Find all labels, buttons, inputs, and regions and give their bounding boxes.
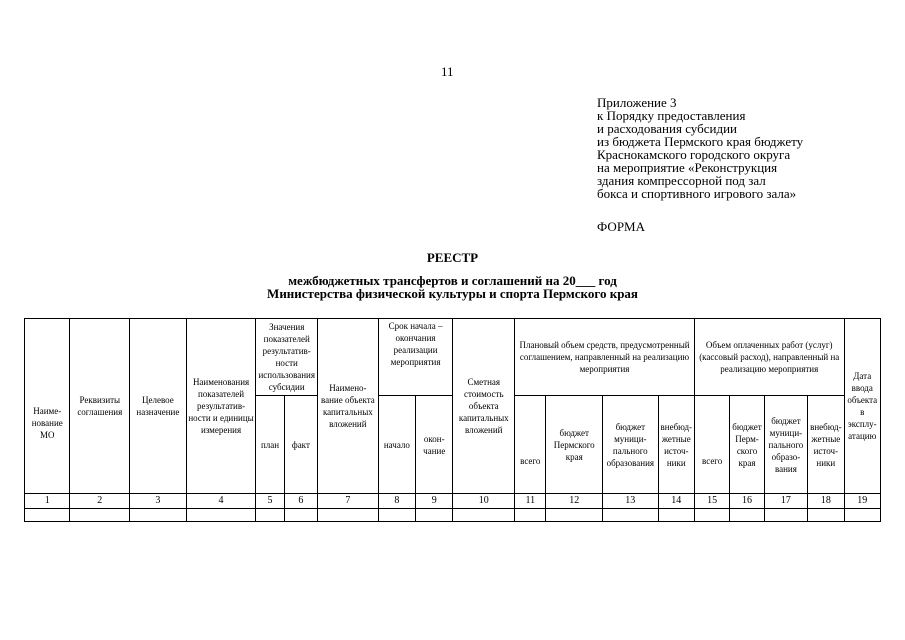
column-number: 1 xyxy=(25,494,70,509)
header-estimated-cost: Сметная стоимость объекта капитальных вложений xyxy=(453,319,515,494)
empty-cell xyxy=(25,509,70,522)
empty-cell xyxy=(70,509,130,522)
header-commission-date: Дата ввода объекта в эксплу-атацию xyxy=(844,319,880,494)
empty-cell xyxy=(546,509,603,522)
empty-cell xyxy=(808,509,844,522)
appendix-line: и расходования субсидии xyxy=(597,121,737,136)
column-number: 2 xyxy=(70,494,130,509)
page-number: 11 xyxy=(441,64,454,79)
header-extrabudget-paid: внебюд-жетные источ-ники xyxy=(808,396,844,494)
document-title: РЕЕСТР xyxy=(426,250,479,265)
header-purpose: Целевое назначение xyxy=(130,319,187,494)
title-block xyxy=(0,251,905,300)
header-indicator-values: Значения показателей результатив-ности использования субсидии xyxy=(256,319,318,396)
header-mo-name: Наиме-нование МО xyxy=(25,319,70,494)
empty-cell xyxy=(694,509,729,522)
header-indicator-names: Наименования показателей результатив-ности и единицы измерения xyxy=(186,319,256,494)
header-fact: факт xyxy=(284,396,317,494)
appendix-line: здания компрессорной под зал xyxy=(597,173,766,188)
column-number: 19 xyxy=(844,494,880,509)
empty-cell xyxy=(186,509,256,522)
empty-cell xyxy=(130,509,187,522)
appendix-line: из бюджета Пермского края бюджету xyxy=(597,134,804,149)
empty-cell xyxy=(453,509,515,522)
header-municipal-budget-paid: бюджет муници-пального образо-вания xyxy=(764,396,807,494)
header-municipal-budget-planned: бюджет муници-пального образования xyxy=(603,396,659,494)
empty-cell xyxy=(603,509,659,522)
empty-cell xyxy=(730,509,764,522)
column-number: 3 xyxy=(130,494,187,509)
document-subtitle: межбюджетных трансфертов и соглашений на 20___ год xyxy=(288,273,617,288)
column-number: 14 xyxy=(658,494,694,509)
empty-cell xyxy=(658,509,694,522)
column-number: 17 xyxy=(764,494,807,509)
header-end: окон-чание xyxy=(416,396,453,494)
form-label: ФОРМА xyxy=(597,219,645,234)
appendix-line: на мероприятие «Реконструкция xyxy=(597,160,778,175)
appendix-line: к Порядку предоставления xyxy=(597,108,746,123)
column-number: 13 xyxy=(603,494,659,509)
column-number: 16 xyxy=(730,494,764,509)
header-agreement-details: Реквизиты соглашения xyxy=(70,319,130,494)
column-number: 9 xyxy=(416,494,453,509)
empty-cell xyxy=(416,509,453,522)
appendix-line: Приложение 3 xyxy=(597,95,677,110)
header-plan: план xyxy=(256,396,284,494)
column-number: 6 xyxy=(284,494,317,509)
column-number: 18 xyxy=(808,494,844,509)
table-row xyxy=(25,509,881,522)
registry-table xyxy=(24,318,881,522)
header-total-planned: всего xyxy=(515,396,546,494)
column-number: 12 xyxy=(546,494,603,509)
header-start: начало xyxy=(378,396,415,494)
appendix-block xyxy=(597,96,803,200)
empty-cell xyxy=(378,509,415,522)
header-perm-budget-paid: бюджет Перм-ского края xyxy=(730,396,764,494)
empty-cell xyxy=(764,509,807,522)
column-number: 15 xyxy=(694,494,729,509)
empty-cell xyxy=(318,509,379,522)
empty-cell xyxy=(256,509,284,522)
appendix-line: Краснокамского городского округа xyxy=(597,147,791,162)
header-total-paid: всего xyxy=(694,396,729,494)
appendix-line: бокса и спортивного игрового зала» xyxy=(597,186,797,201)
header-start-end-period: Срок начала – окончания реализации мероприятия xyxy=(378,319,453,396)
header-perm-budget-planned: бюджет Пермского края xyxy=(546,396,603,494)
empty-cell xyxy=(284,509,317,522)
empty-cell xyxy=(515,509,546,522)
column-number: 4 xyxy=(186,494,256,509)
empty-cell xyxy=(844,509,880,522)
document-subtitle-ministry: Министерства физической культуры и спорта Пермского края xyxy=(267,286,638,301)
header-paid-volume: Объем оплаченных работ (услуг) (кассовый расход), направленный на реализацию мероприятия xyxy=(694,319,844,396)
column-number: 7 xyxy=(318,494,379,509)
column-number: 8 xyxy=(378,494,415,509)
column-number: 10 xyxy=(453,494,515,509)
column-number: 5 xyxy=(256,494,284,509)
header-extrabudget-planned: внебюд-жетные источ-ники xyxy=(658,396,694,494)
header-planned-volume: Плановый объем средств, предусмотренный соглашением, направленный на реализацию мероприятия xyxy=(515,319,695,396)
column-number: 11 xyxy=(515,494,546,509)
header-object-name: Наимено-вание объекта капитальных вложений xyxy=(318,319,379,494)
